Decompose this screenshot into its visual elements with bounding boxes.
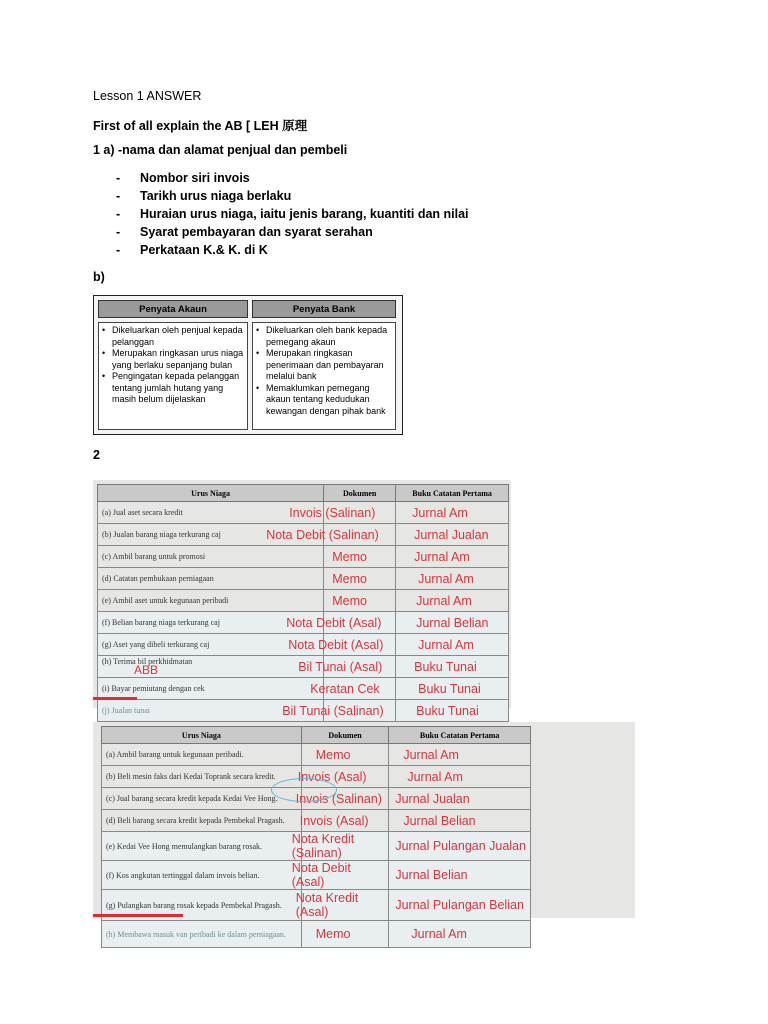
- question-1a: 1 a) -nama dan alamat penjual dan pembeli: [93, 143, 348, 157]
- list-item: • Merupakan ringkasan urus niaga yang berlaku sepanjang bulan: [102, 348, 244, 371]
- row-book: Jurnal Am: [396, 590, 509, 612]
- row-item: (h) Terima bil perkhidmatan ABB: [98, 656, 324, 678]
- row-document: Memo: [324, 590, 396, 612]
- list-item: • Pengingatan kepada pelanggan tentang jumlah hutang yang masih belum dijelaskan: [102, 371, 244, 406]
- row-item: (f) Kos angkutan tertinggal dalam invois belian.: [102, 861, 302, 890]
- row-book: Jurnal Belian: [389, 861, 531, 890]
- table-row: [98, 678, 509, 700]
- answer-table-2-photo: [93, 722, 635, 941]
- answer-table-1-photo: [93, 480, 511, 718]
- comparison-table: [93, 295, 403, 435]
- table-row: [98, 590, 509, 612]
- bullet-item: - Tarikh urus niaga berlaku: [116, 189, 292, 203]
- row-book: Jurnal Jualan: [389, 788, 531, 810]
- row-document: Memo: [301, 921, 389, 948]
- header-penyata-bank: Penyata Bank: [252, 300, 396, 318]
- table-row: [98, 612, 509, 634]
- bullet-item: - Syarat pembayaran dan syarat serahan: [116, 225, 373, 239]
- row-item: (f) Belian barang niaga terkurang caj: [98, 612, 324, 634]
- row-book: Jurnal Am: [396, 546, 509, 568]
- row-document: Bil Tunai (Asal): [324, 656, 396, 678]
- column-header: Urus Niaga: [98, 485, 324, 502]
- row-book: Jurnal Pulangan Belian: [389, 890, 531, 921]
- list-item: • Dikeluarkan oleh bank kepada pemegang akaun: [256, 325, 392, 348]
- table-row: [98, 656, 509, 678]
- row-book: Jurnal Am: [389, 744, 531, 766]
- list-item: • Dikeluarkan oleh penjual kepada pelanggan: [102, 325, 244, 348]
- row-item: (a) Ambil barang untuk kegunaan peribadi.: [102, 744, 302, 766]
- row-document: Memo: [301, 744, 389, 766]
- row-document: Nota Kredit (Salinan): [301, 832, 389, 861]
- table-row: [98, 700, 509, 722]
- table-row: [102, 744, 531, 766]
- table-row: [102, 921, 531, 948]
- intro-line: First of all explain the AB [ LEH 原理: [93, 119, 308, 133]
- row-document: Nota Debit (Asal): [301, 861, 389, 890]
- row-item: (j) Jualan tunai: [98, 700, 324, 722]
- question-2: 2: [93, 448, 100, 462]
- table-row: [98, 568, 509, 590]
- row-book: Jurnal Belian: [389, 810, 531, 832]
- column-header: Dokumen: [301, 727, 389, 744]
- row-item: (e) Ambil aset untuk kegunaan peribadi: [98, 590, 324, 612]
- column-penyata-akaun: [98, 322, 248, 430]
- table-row: [98, 524, 509, 546]
- question-1b: b): [93, 270, 105, 284]
- row-item: (g) Aset yang dibeli terkurang caj: [98, 634, 324, 656]
- lesson-title: Lesson 1 ANSWER: [93, 89, 202, 103]
- row-document: Nota Debit (Asal): [324, 634, 396, 656]
- table-row: [102, 810, 531, 832]
- row-book: Buku Tunai: [396, 656, 509, 678]
- header-penyata-akaun: Penyata Akaun: [98, 300, 248, 318]
- row-document: Nota Kredit (Asal): [301, 890, 389, 921]
- row-document: Nota Debit (Salinan): [324, 524, 396, 546]
- row-document: Nota Debit (Asal): [324, 612, 396, 634]
- column-header: Buku Catatan Pertama: [396, 485, 509, 502]
- row-book: Jurnal Am: [396, 568, 509, 590]
- row-item: (c) Jual barang secara kredit kepada Kedai Vee Hong.: [102, 788, 302, 810]
- table-row: [102, 861, 531, 890]
- row-item: (d) Catatan pembukaan perniagaan: [98, 568, 324, 590]
- table-row: [98, 546, 509, 568]
- row-book: Jurnal Am: [389, 921, 531, 948]
- table-row: [98, 502, 509, 524]
- row-item: (a) Jual aset secara kredit: [98, 502, 324, 524]
- row-document: Memo: [324, 546, 396, 568]
- row-document: Invois (Salinan): [301, 788, 389, 810]
- bullet-item: - Perkataan K.& K. di K: [116, 243, 268, 257]
- row-book: Jurnal Am: [389, 766, 531, 788]
- list-item: • Merupakan ringkasan penerimaan dan pembayaran melalui bank: [256, 348, 392, 383]
- row-document: Memo: [324, 568, 396, 590]
- row-book: Jurnal Am: [396, 502, 509, 524]
- row-document: Keratan Cek: [324, 678, 396, 700]
- row-item: (b) Beli mesin faks dari Kedai Toprank secara kredit.: [102, 766, 302, 788]
- row-document: Invois (Salinan): [324, 502, 396, 524]
- red-underline: [93, 697, 137, 700]
- row-item: (e) Kedai Vee Hong memulangkan barang rosak.: [102, 832, 302, 861]
- red-underline: [93, 914, 183, 917]
- row-document: Bil Tunai (Salinan): [324, 700, 396, 722]
- row-book: Buku Tunai: [396, 678, 509, 700]
- row-item: (i) Bayar pemiutang dengan cek: [98, 678, 324, 700]
- column-header: Dokumen: [324, 485, 396, 502]
- highlight-circle: [271, 778, 337, 802]
- bullet-item: - Nombor siri invois: [116, 171, 250, 185]
- table-row: [98, 634, 509, 656]
- abb-note: ABB: [134, 663, 159, 677]
- row-book: Jurnal Jualan: [396, 524, 509, 546]
- row-item: (g) Pulangkan barang rosak kepada Pembekal Pragash.: [102, 890, 302, 921]
- table-row: [102, 832, 531, 861]
- bullet-item: - Huraian urus niaga, iaitu jenis barang, kuantiti dan nilai: [116, 207, 469, 221]
- column-header: Urus Niaga: [102, 727, 302, 744]
- row-book: Jurnal Belian: [396, 612, 509, 634]
- row-book: Jurnal Am: [396, 634, 509, 656]
- list-item: • Memaklumkan pemegang akaun tentang kedudukan kewangan dengan pihak bank: [256, 383, 392, 418]
- row-item: (b) Jualan barang niaga terkurang caj: [98, 524, 324, 546]
- row-book: Buku Tunai: [396, 700, 509, 722]
- row-item: (c) Ambil barang untuk promosi: [98, 546, 324, 568]
- row-item: (h) Membawa masuk van peribadi ke dalam perniagaan.: [102, 921, 302, 948]
- answer-table-1: [97, 484, 509, 722]
- row-document: Invois (Asal): [301, 810, 389, 832]
- row-item: (d) Beli barang secara kredit kepada Pembekal Pragash.: [102, 810, 302, 832]
- column-header: Buku Catatan Pertama: [389, 727, 531, 744]
- row-document: Invois (Asal): [301, 766, 389, 788]
- column-penyata-bank: [252, 322, 396, 430]
- row-book: Jurnal Pulangan Jualan: [389, 832, 531, 861]
